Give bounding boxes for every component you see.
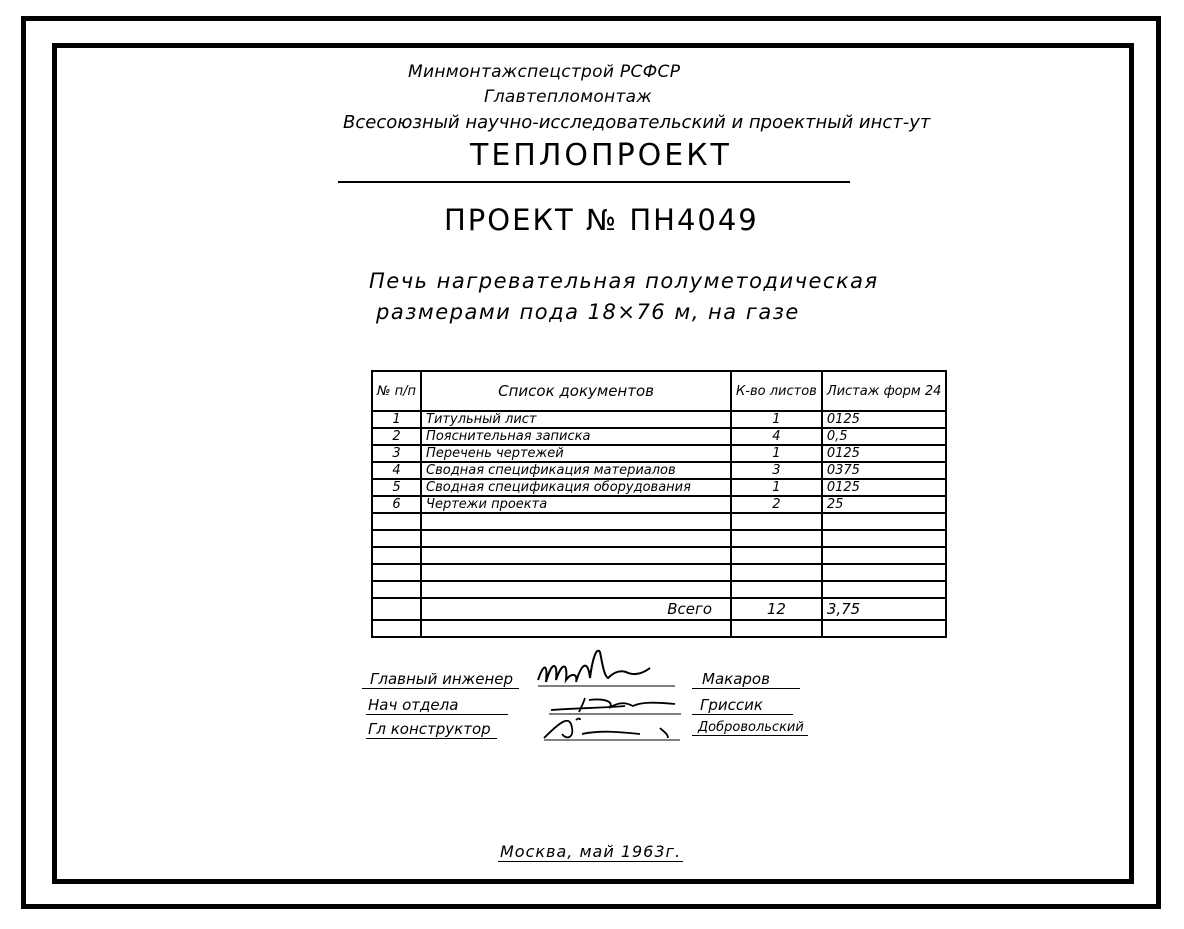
signature-scribble-1 <box>530 642 680 694</box>
table-header-row <box>372 371 946 411</box>
organization-title: ТЕПЛОПРОЕКТ <box>470 138 732 173</box>
row-title: Сводная спецификация оборудования <box>421 479 731 496</box>
row-num: 6 <box>372 496 421 513</box>
row-num: 5 <box>372 479 421 496</box>
row-fmt: 0125 <box>822 411 947 428</box>
row-title: Сводная спецификация материалов <box>421 462 731 479</box>
table-total-row <box>372 598 946 620</box>
table-row-empty <box>372 620 946 637</box>
subject-line-1: Печь нагревательная полуметодическая <box>369 269 879 293</box>
table-row <box>372 411 946 428</box>
row-qty: 1 <box>731 479 822 496</box>
total-qty: 12 <box>731 598 822 620</box>
row-fmt: 0125 <box>822 445 947 462</box>
header-qty: К-во листов <box>731 371 822 411</box>
table-row-empty <box>372 564 946 581</box>
header-title: Список документов <box>421 371 731 411</box>
documents-table <box>371 370 947 638</box>
table-row <box>372 445 946 462</box>
table-row-empty <box>372 547 946 564</box>
table-row-empty <box>372 530 946 547</box>
signature-name: Гриссик <box>692 696 793 715</box>
header-divider <box>338 181 850 183</box>
row-fmt: 0,5 <box>822 428 947 445</box>
signature-scribble-3 <box>540 712 685 744</box>
table-row <box>372 428 946 445</box>
signature-role: Нач отдела <box>366 696 508 715</box>
row-qty: 3 <box>731 462 822 479</box>
subject-line-2: размерами пода 18×76 м, на газе <box>376 300 800 324</box>
place-date-footer: Москва, май 1963г. <box>500 842 682 861</box>
row-title: Чертежи проекта <box>421 496 731 513</box>
row-qty: 2 <box>731 496 822 513</box>
row-fmt: 0375 <box>822 462 947 479</box>
row-qty: 1 <box>731 445 822 462</box>
ministry-line: Минмонтажспецстрой РСФСР <box>408 62 681 82</box>
signature-name: Макаров <box>692 670 800 689</box>
table-row <box>372 496 946 513</box>
table-row-empty <box>372 581 946 598</box>
row-title: Титульный лист <box>421 411 731 428</box>
table-row <box>372 462 946 479</box>
department-line: Главтепломонтаж <box>484 87 652 107</box>
row-qty: 4 <box>731 428 822 445</box>
row-num: 3 <box>372 445 421 462</box>
row-title: Перечень чертежей <box>421 445 731 462</box>
signature-role: Гл конструктор <box>366 720 497 739</box>
total-label: Всего <box>421 598 731 620</box>
signature-role: Главный инженер <box>362 670 519 689</box>
signature-name: Добровольский <box>692 720 808 736</box>
row-num: 4 <box>372 462 421 479</box>
header-fmt: Листаж форм 24 <box>822 371 947 411</box>
table-row-empty <box>372 513 946 530</box>
row-qty: 1 <box>731 411 822 428</box>
header-num: № п/п <box>372 371 421 411</box>
row-fmt: 25 <box>822 496 947 513</box>
total-fmt: 3,75 <box>822 598 947 620</box>
institute-line: Всесоюзный научно-исследовательский и проектный инст-ут <box>343 112 931 133</box>
row-title: Пояснительная записка <box>421 428 731 445</box>
row-fmt: 0125 <box>822 479 947 496</box>
row-num: 2 <box>372 428 421 445</box>
row-num: 1 <box>372 411 421 428</box>
table-row <box>372 479 946 496</box>
project-number: ПРОЕКТ № ПН4049 <box>444 203 759 237</box>
